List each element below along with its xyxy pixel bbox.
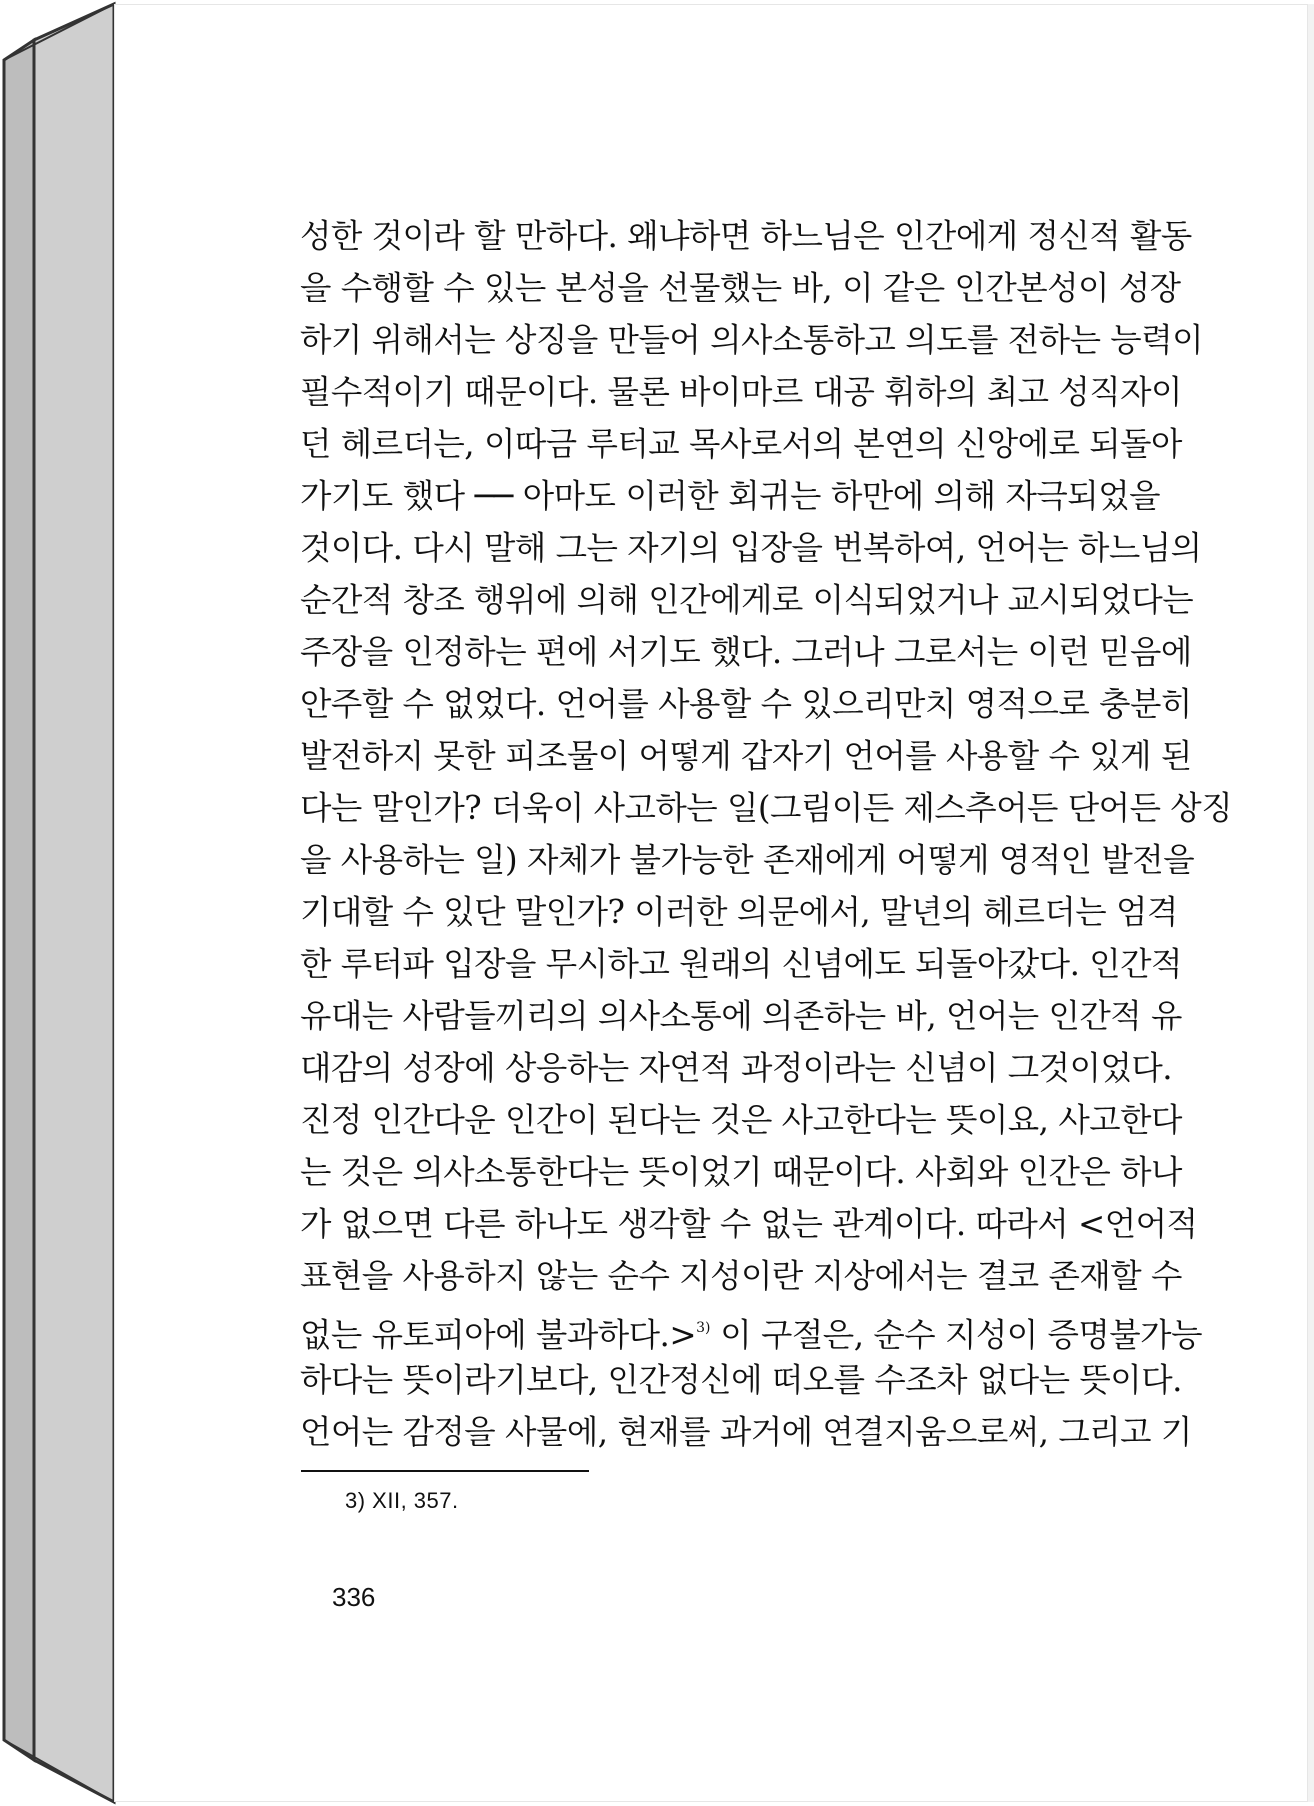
text-line: 표현을 사용하지 않는 순수 지성이란 지상에서는 결코 존재할 수 xyxy=(300,1257,1182,1295)
text-line-with-footnote-ref xyxy=(300,1302,1202,1354)
text-line: 하다는 뜻이라기보다, 인간정신에 떠오를 수조차 없다는 뜻이다. xyxy=(300,1361,1182,1399)
footnote-reference[interactable]: 3) xyxy=(696,1320,711,1336)
text-line: 한 루터파 입장을 무시하고 원래의 신념에도 되돌아갔다. 인간적 xyxy=(300,945,1182,983)
page-number: 336 xyxy=(332,1582,376,1612)
footnote: 3) XII, 357. xyxy=(345,1488,459,1513)
text-line: 기대할 수 있단 말인가? 이러한 의문에서, 말년의 헤르더는 엄격 xyxy=(300,893,1178,931)
text-segment: 이 구절은, 순수 지성이 증명불가능 xyxy=(710,1316,1202,1354)
text-segment: 없는 유토피아에 불과하다.> xyxy=(300,1316,697,1354)
text-line: 대감의 성장에 상응하는 자연적 과정이라는 신념이 그것이었다. xyxy=(300,1049,1173,1087)
text-line: 순간적 창조 행위에 의해 인간에게로 이식되었거나 교시되었다는 xyxy=(300,581,1194,619)
text-line: 는 것은 의사소통한다는 뜻이었기 때문이다. 사회와 인간은 하나 xyxy=(300,1153,1182,1191)
body-text xyxy=(300,210,1233,1458)
text-line: 필수적이기 때문이다. 물론 바이마르 대공 휘하의 최고 성직자이 xyxy=(300,373,1182,411)
text-line: 던 헤르더는, 이따금 루터교 목사로서의 본연의 신앙에로 되돌아 xyxy=(300,425,1182,463)
text-line: 진정 인간다운 인간이 된다는 것은 사고한다는 뜻이요, 사고한다 xyxy=(300,1101,1182,1139)
text-line: 언어는 감정을 사물에, 현재를 과거에 연결지움으로써, 그리고 기 xyxy=(300,1413,1192,1451)
text-line: 유대는 사람들끼리의 의사소통에 의존하는 바, 언어는 인간적 유 xyxy=(300,997,1182,1035)
text-line: 가 없으면 다른 하나도 생각할 수 없는 관계이다. 따라서 <언어적 xyxy=(300,1205,1198,1243)
text-line: 을 사용하는 일) 자체가 불가능한 존재에게 어떻게 영적인 발전을 xyxy=(300,841,1195,879)
footnote-divider xyxy=(301,1470,589,1472)
text-line: 발전하지 못한 피조물이 어떻게 갑자기 언어를 사용할 수 있게 된 xyxy=(300,737,1192,775)
text-line: 성한 것이라 할 만하다. 왜냐하면 하느님은 인간에게 정신적 활동 xyxy=(300,217,1192,255)
text-line: 을 수행할 수 있는 본성을 선물했는 바, 이 같은 인간본성이 성장 xyxy=(300,269,1181,307)
text-line: 것이다. 다시 말해 그는 자기의 입장을 번복하여, 언어는 하느님의 xyxy=(300,529,1202,567)
text-line: 가기도 했다 ── 아마도 이러한 회귀는 하만에 의해 자극되었을 xyxy=(300,477,1160,515)
text-line: 다는 말인가? 더욱이 사고하는 일(그림이든 제스추어든 단어든 상징 xyxy=(300,789,1233,827)
text-line: 주장을 인정하는 편에 서기도 했다. 그러나 그로서는 이런 믿음에 xyxy=(300,633,1192,671)
text-line: 하기 위해서는 상징을 만들어 의사소통하고 의도를 전하는 능력이 xyxy=(300,321,1203,359)
text-line: 안주할 수 없었다. 언어를 사용할 수 있으리만치 영적으로 충분히 xyxy=(300,685,1192,723)
